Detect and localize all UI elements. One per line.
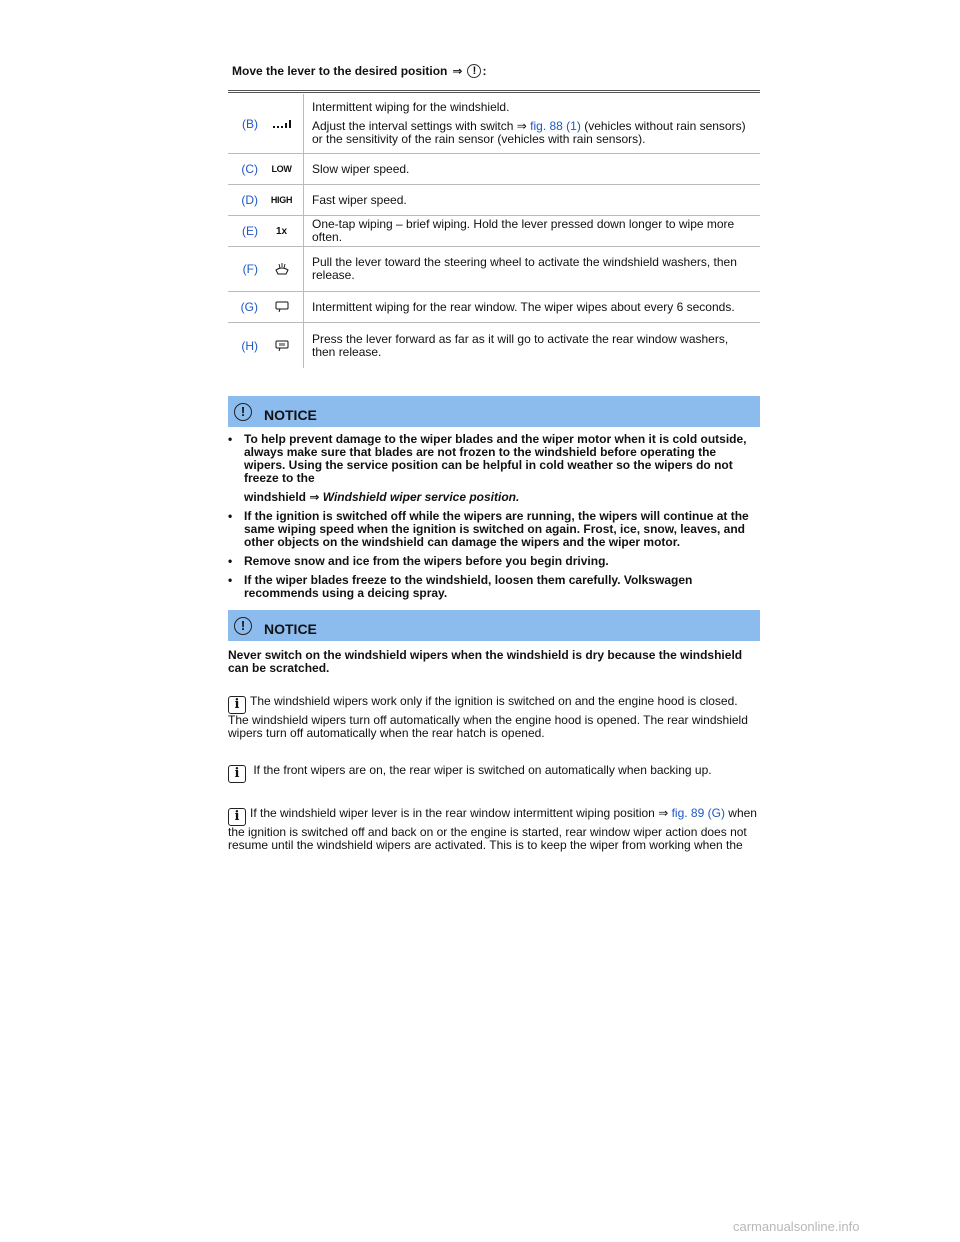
position-label: (H): [241, 338, 258, 353]
info-icon: i: [228, 765, 246, 783]
info-icon: i: [228, 696, 246, 714]
intermittent-wipe-icon: [260, 94, 304, 153]
watermark: carmanualsonline.info: [733, 1219, 860, 1234]
rear-washer-icon: [260, 323, 304, 368]
list-item: • To help prevent damage to the wiper blades and the wiper motor when it is cold outside, always make sure that blades are not frozen to the windshield before operating the wipers. Using the service position can be helpful in cold weather so the wipers do not freeze to the windshield ⇒ Windshield wiper service position.: [228, 432, 747, 504]
position-label: (C): [241, 162, 258, 176]
heading-arrow: ⇒: [452, 64, 463, 78]
notice-1-bullets: [228, 433, 760, 606]
rear-wiper-icon: [260, 292, 304, 322]
low-speed-icon: LOW: [260, 154, 304, 184]
table-top-rule: [228, 90, 760, 93]
list-item: • Remove snow and ice from the wipers before you begin driving.: [228, 554, 609, 568]
heading-colon: :: [482, 64, 487, 78]
windshield-washer-icon: [260, 247, 304, 291]
warning-icon: !: [234, 617, 252, 635]
one-tap-icon: 1x: [260, 216, 304, 246]
position-description: [304, 94, 760, 153]
warning-icon: !: [234, 403, 252, 421]
table-row: [228, 292, 760, 323]
table-row: [228, 247, 760, 292]
position-description: One-tap wiping – brief wiping. Hold the lever pressed down longer to wipe more often.: [312, 217, 735, 244]
heading-text: Move the lever to the desired position: [232, 64, 448, 78]
table-row: [228, 94, 760, 154]
position-description: Fast wiper speed.: [312, 192, 407, 207]
info-note-3: i If the windshield wiper lever is in the rear window intermittent wiping position ⇒ fig. 89 (G) when the ignition is switched off and back on or the engine is started, rear window wiper action does not resume until the windshield wipers are activated. This is to keep the wiper from working when the: [228, 806, 757, 852]
service-position-link[interactable]: Windshield wiper service position.: [322, 490, 520, 504]
description-line: Intermittent wiping for the windshield.: [312, 100, 510, 114]
info-icon: i: [228, 808, 246, 826]
position-description: Pull the lever toward the steering wheel to activate the windshield washers, then release.: [312, 255, 737, 282]
position-label: (B): [242, 116, 258, 131]
position-description: Press the lever forward as far as it will go to activate the rear window washers, then release.: [312, 331, 729, 359]
fig-89-link[interactable]: fig. 89 (G): [671, 806, 725, 820]
position-label: (E): [242, 224, 258, 238]
notice-header-1: [228, 396, 760, 427]
position-label: (F): [242, 262, 258, 276]
notice-title: NOTICE: [264, 406, 317, 423]
notice-header-2: [228, 610, 760, 641]
position-label: (G): [240, 300, 258, 314]
info-note-2: i If the front wipers are on, the rear wiper is switched on automatically when backing up.: [228, 764, 760, 783]
table-row: [228, 216, 760, 247]
high-speed-icon: HIGH: [260, 185, 304, 215]
list-item: • If the wiper blades freeze to the windshield, loosen them carefully. Volkswagen recommends using a deicing spray.: [228, 573, 693, 600]
list-item: • If the ignition is switched off while the wipers are running, the wipers will continue at the same wiping speed when the ignition is switched on again. Frost, ice, snow, leaves, and other objects on the windshield can damage the wipers and the wiper motor.: [228, 509, 749, 549]
table-row: [228, 154, 760, 185]
lever-positions-table: [228, 94, 760, 368]
position-label: (D): [241, 193, 258, 207]
notice-title: NOTICE: [264, 620, 317, 637]
info-note-1: i The windshield wipers work only if the ignition is switched on and the engine hood is closed. The windshield wipers turn off automatically when the engine hood is opened. The rear windshield wipers turn off automatically when the rear hatch is opened.: [228, 694, 748, 740]
position-description: Slow wiper speed.: [312, 161, 410, 176]
position-description: Intermittent wiping for the rear window. The wiper wipes about every 6 seconds.: [312, 299, 735, 314]
fig-88-link[interactable]: fig. 88 (1): [530, 119, 581, 133]
instruction-heading: [232, 64, 486, 78]
notice-2-text: Never switch on the windshield wipers when the windshield is dry because the windshield can be scratched.: [228, 648, 743, 675]
table-row: [228, 323, 760, 368]
table-row: [228, 185, 760, 216]
description-line: Adjust the interval settings with switch ⇒ fig. 88 (1) (vehicles without rain sensors) or the sensitivity of the rain sensor (vehicles with rain sensors).: [312, 119, 746, 146]
warning-icon: !: [467, 64, 481, 78]
